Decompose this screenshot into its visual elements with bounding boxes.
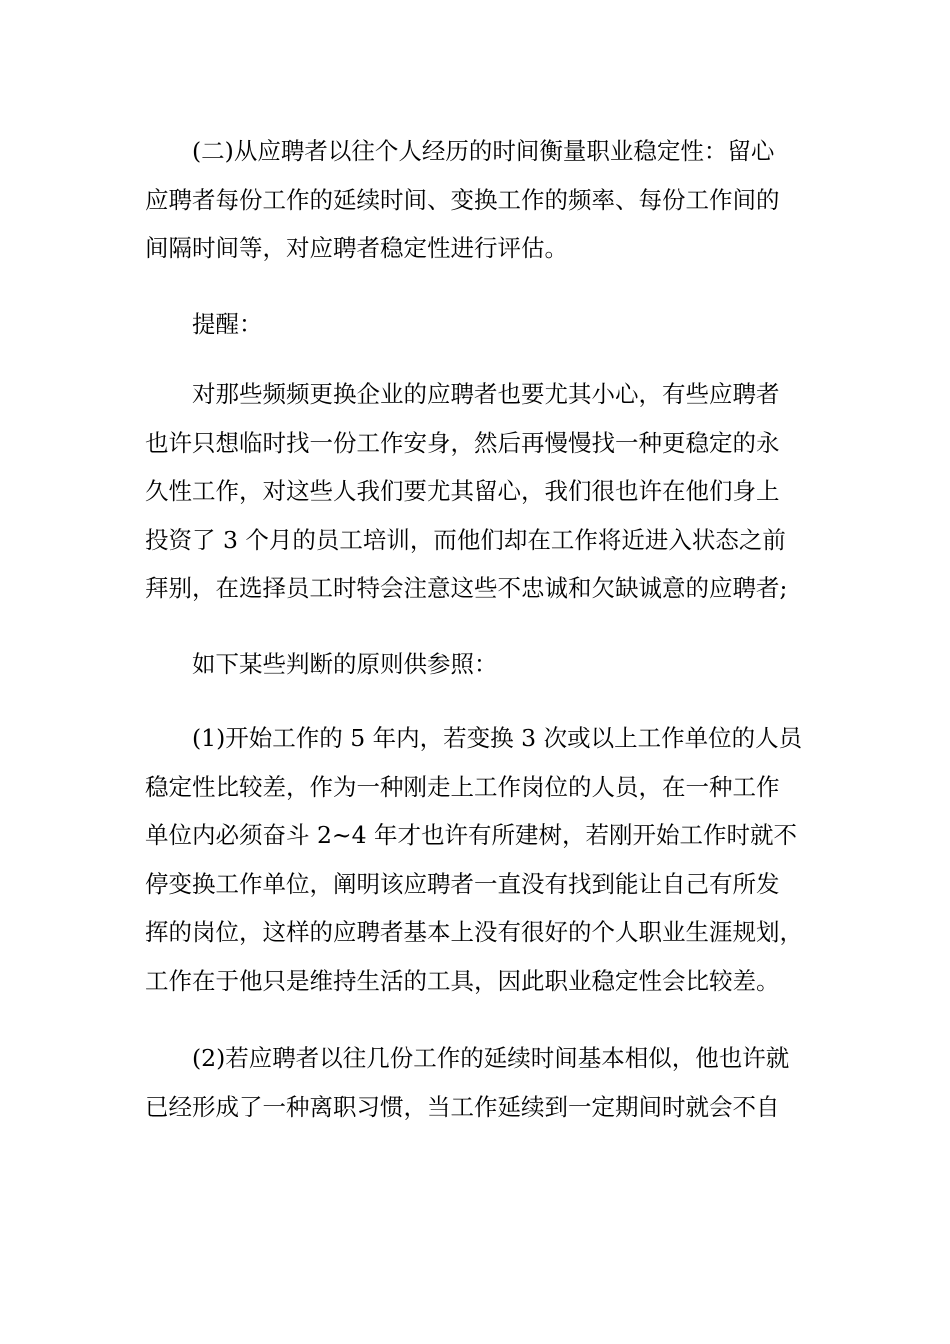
text-line: 拜别，在选择员工时特会注意这些不忠诚和欠缺诚意的应聘者; bbox=[145, 574, 788, 602]
text-line: 工作在于他只是维持生活的工具，因此职业稳定性会比较差。 bbox=[145, 966, 780, 995]
text-line: (二)从应聘者以往个人经历的时间衡量职业稳定性：留心 bbox=[192, 137, 775, 165]
text-line: 投资了 3 个月的员工培训，而他们却在工作将近进入状态之前 bbox=[145, 525, 786, 554]
text-line: 也许只想临时找一份工作安身，然后再慢慢找一种更稳定的永 bbox=[145, 428, 780, 457]
text-line: (1)开始工作的 5 年内，若变换 3 次或以上工作单位的人员 bbox=[192, 724, 803, 752]
paragraph-principle-2 bbox=[145, 1034, 805, 1131]
paragraph-career-stability-heading bbox=[145, 127, 805, 273]
text-line: 单位内必须奋斗 2~4 年才也许有所建树，若刚开始工作时就不 bbox=[145, 821, 798, 849]
text-line: 停变换工作单位，阐明该应聘者一直没有找到能让自己有所发 bbox=[145, 869, 780, 898]
text-line: 提醒： bbox=[192, 310, 263, 338]
paragraph-reminder-label bbox=[145, 300, 805, 349]
paragraph-principles-intro bbox=[145, 640, 805, 689]
paragraph-principle-1 bbox=[145, 714, 805, 1005]
text-line: 稳定性比较差，作为一种刚走上工作岗位的人员，在一种工作 bbox=[145, 772, 780, 801]
text-line: 应聘者每份工作的延续时间、变换工作的频率、每份工作间的 bbox=[145, 185, 780, 214]
text-line: 久性工作，对这些人我们要尤其留心，我们很也许在他们身上 bbox=[145, 477, 780, 505]
text-line: 间隔时间等，对应聘者稳定性进行评估。 bbox=[145, 234, 568, 262]
text-line: 如下某些判断的原则供参照： bbox=[192, 650, 498, 678]
text-line: 已经形成了一种离职习惯，当工作延续到一定期间时就会不自 bbox=[145, 1092, 780, 1121]
text-line: (2)若应聘者以往几份工作的延续时间基本相似，他也许就 bbox=[192, 1044, 790, 1072]
text-line: 挥的岗位，这样的应聘者基本上没有很好的个人职业生涯规划， bbox=[145, 918, 803, 946]
paragraph-reminder-body bbox=[145, 370, 805, 613]
text-line: 对那些频频更换企业的应聘者也要尤其小心，有些应聘者 bbox=[192, 380, 780, 408]
